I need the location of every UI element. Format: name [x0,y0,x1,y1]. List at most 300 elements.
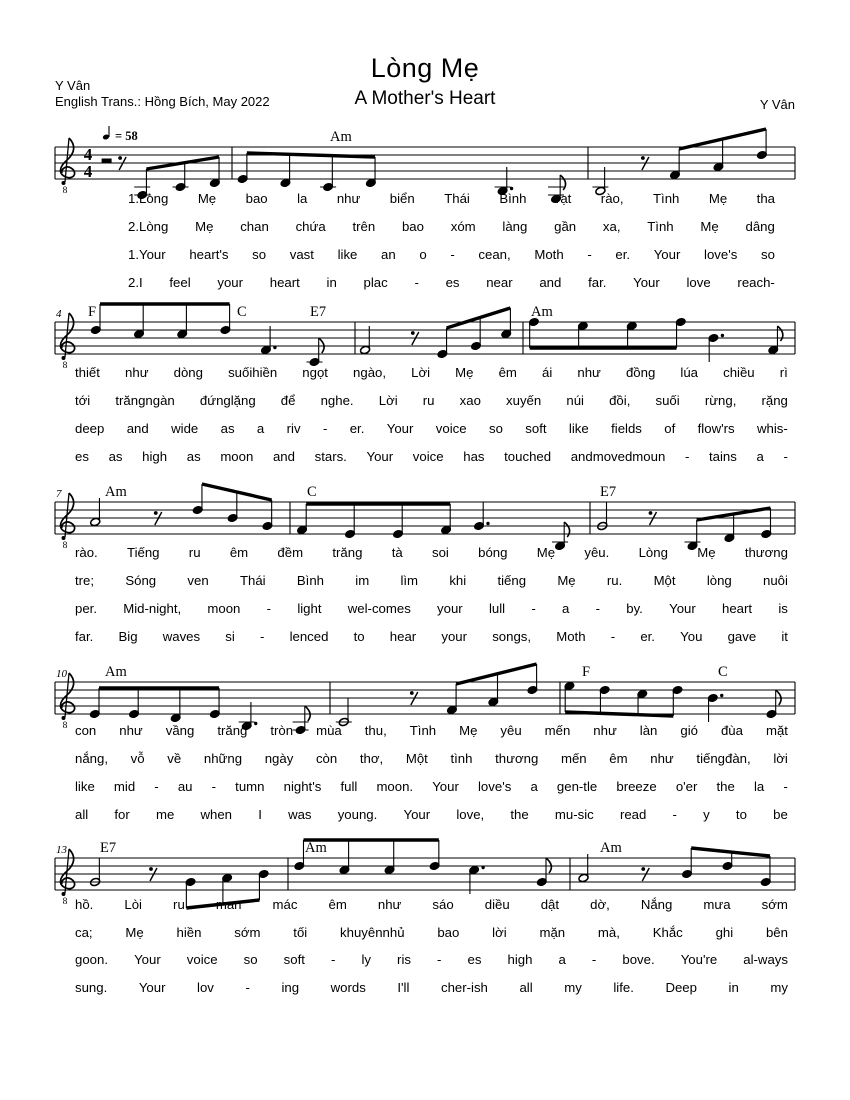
clef-octave-8: 8 [62,721,68,731]
chord-symbol: Am [330,129,352,145]
lyrics-line [128,191,775,206]
clef-tail [65,313,69,357]
tempo-marking: = 58 [115,129,138,143]
lyric-syllable: young. [337,807,378,822]
lyric-syllable: love's [478,779,512,794]
lyric-syllable: xóm [450,219,476,234]
lyric-syllable: Tình [409,723,437,738]
lyric-syllable: la [753,779,765,794]
beam [565,712,673,716]
lyric-syllable: I [258,807,262,822]
staff-system [55,304,795,371]
beam [247,153,375,157]
lyric-syllable: man [215,897,242,912]
lyric-syllable: mùa [316,723,342,738]
lyric-syllable: chan [240,219,269,234]
lyric-syllable: bao [401,219,424,234]
lyric-syllable: đứnglặng [199,393,256,408]
lyric-syllable: love, [456,807,485,822]
lyric-syllable: rào. [75,545,98,560]
lyric-syllable: of [664,421,676,436]
lyrics-line [75,925,788,940]
lyric-syllable: as [186,449,201,464]
clef-tail-blob [62,892,66,896]
lyric-syllable: Mẹ [700,219,719,234]
measure-number: 4 [56,308,62,320]
lyric-syllable: voice [186,952,218,967]
lyric-syllable: wel-comes [347,601,411,616]
lyric-syllable: thơ, [359,751,384,766]
lyric-syllable: goon. [75,952,109,967]
lyric-syllable: - [245,980,250,995]
lyric-syllable: er. [615,247,631,262]
eighth-rest-icon [410,691,414,695]
lyric-syllable: touched [504,449,552,464]
lyric-syllable: ngọt [302,365,328,380]
lyric-syllable: near [486,275,513,290]
lyric-syllable: like [568,421,589,436]
lyric-syllable: Your [386,421,414,436]
lyric-syllable: Sóng [125,573,157,588]
lyric-syllable: đồng [625,365,656,380]
lyric-syllable: làng [502,219,528,234]
clef-octave-8: 8 [62,897,68,907]
lyric-syllable: es [467,952,482,967]
lyric-syllable: xuyến [506,393,542,408]
lyric-syllable: gave [727,629,757,644]
eighth-rest-icon [118,156,122,160]
lyric-syllable: deep [75,421,105,436]
lyric-syllable: - [672,807,677,822]
lyric-syllable: la [297,191,308,206]
clef-tail-blob [62,716,66,720]
lyric-syllable: rặng [761,393,788,408]
lyric-syllable: and [539,275,562,290]
lyric-syllable: You're [680,952,718,967]
lyric-syllable: ghi [715,925,734,940]
chord-symbol: Am [105,664,127,680]
lyrics-line [75,601,788,616]
lyric-syllable: rạt [555,191,572,206]
lyric-syllable: êm [498,365,517,380]
lyric-syllable: lull [488,601,506,616]
lyric-syllable: was [288,807,312,822]
chord-symbol: Am [105,484,127,500]
lyric-syllable: soi [431,545,449,560]
lyric-syllable: mid [113,779,136,794]
lyrics-line [128,275,775,290]
lyric-syllable: Mid-night, [123,601,182,616]
lyric-syllable: and [272,449,295,464]
lyric-syllable: Your [653,247,681,262]
lyric-syllable: hear [389,629,417,644]
lyric-syllable: waves [162,629,201,644]
lyrics-line [75,751,788,766]
clef-octave-8: 8 [62,186,68,196]
lyric-syllable: tới [75,393,91,408]
lyric-syllable: Mẹ [459,723,478,738]
chord-symbol: Am [531,304,553,320]
chord-symbol: C [307,484,317,500]
augmentation-dot [510,187,513,190]
lyric-syllable: like [75,779,95,794]
lyric-syllable: ru [422,393,435,408]
lyric-syllable: - [783,779,788,794]
lyric-syllable: diều [484,897,510,912]
lyric-syllable: lúa [680,365,699,380]
lyric-syllable: Your [432,779,459,794]
lyric-syllable: love's [704,247,738,262]
lyrics-line [75,980,788,995]
lyric-syllable: tà [391,545,403,560]
eighth-rest-icon [154,511,158,515]
lyric-syllable: like [337,247,358,262]
lyric-syllable: - [266,601,272,616]
beam [447,308,511,328]
lyric-syllable: so [252,247,267,262]
lyric-syllable: reach- [737,275,775,290]
lyrics-line [75,952,788,967]
lyric-syllable: as [220,421,235,436]
lyric-syllable: hiền [176,925,202,940]
lyric-syllable: trăng [217,723,248,738]
lyric-syllable: mặt [765,723,788,738]
lyric-syllable: Tình [647,219,674,234]
lyric-syllable: Một [653,573,676,588]
lyric-syllable: when [200,807,233,822]
lyric-syllable: it [781,629,788,644]
lyric-syllable: - [595,601,600,616]
lyric-syllable: - [260,629,265,644]
lyric-syllable: im [355,573,370,588]
lyric-syllable: Your [403,807,431,822]
lyric-syllable: tình [450,751,473,766]
lyric-syllable: như [593,723,617,738]
lyric-syllable: 2.Lòng [128,219,169,234]
staff-system [55,484,795,551]
lyric-syllable: a [256,421,265,436]
lyric-syllable: high [142,449,168,464]
lyric-syllable: tiếng [497,573,527,588]
lyric-syllable: mặn [539,925,566,940]
lyric-syllable: a [561,601,570,616]
composer-left: Y Vân [55,78,91,93]
lyric-syllable: bên [765,925,788,940]
lyric-syllable: far. [588,275,607,290]
lyric-syllable: Deep [665,980,697,995]
lyric-syllable: Một [405,751,428,766]
lyric-syllable: 1.Your [128,247,166,262]
lyric-syllable: mà, [597,925,620,940]
lyric-syllable: ca; [75,925,93,940]
lyric-syllable: mu-sic [554,807,594,822]
lyric-syllable: 2.I [128,275,143,290]
lyric-syllable: tha [756,191,775,206]
lyric-syllable: nghe. [320,393,354,408]
lyric-syllable: Mẹ [536,545,556,560]
lyric-syllable: đùa [720,723,743,738]
lyric-syllable: sớm [761,897,788,912]
lyric-syllable: - [154,779,159,794]
lyric-syllable: dâng [745,219,775,234]
lyric-syllable: Lời [411,365,431,380]
lyric-syllable: êm [609,751,628,766]
lyric-syllable: - [591,952,597,967]
lyric-syllable: your [441,629,468,644]
lyric-syllable: in [326,275,337,290]
eighth-rest-icon [649,511,653,515]
lyric-syllable: - [783,449,788,464]
lyric-syllable: ru [188,545,201,560]
lyric-syllable: me [155,807,175,822]
lyric-syllable: a [530,779,538,794]
lyric-syllable: light [297,601,322,616]
lyric-syllable: the [510,807,529,822]
lyric-syllable: Mẹ [697,545,716,560]
eighth-flag [777,326,782,341]
lyric-syllable: vỗ [130,751,145,766]
lyric-syllable: my [770,980,788,995]
lyric-syllable: es [445,275,460,290]
clef-tail-blob [62,181,66,185]
lyric-syllable: sung. [75,980,108,995]
lyric-syllable: - [610,629,616,644]
lyric-syllable: riv [286,421,301,436]
lyric-syllable: flow'rs [697,421,735,436]
lyric-syllable: về [167,751,182,766]
lyrics-line [75,779,788,794]
eighth-rest-icon [641,156,645,160]
lyric-syllable: songs, [492,629,532,644]
lyric-syllable: suối [655,393,680,408]
lyric-syllable: tối [293,925,308,940]
lyric-syllable: I'll [397,980,410,995]
lyric-syllable: er. [349,421,365,436]
translation-credit: English Trans.: Hồng Bích, May 2022 [55,94,270,109]
lyric-syllable: rào, [600,191,624,206]
lyric-syllable: moon [220,449,254,464]
composer-right: Y Vân [759,97,795,112]
clef-tail-blob [62,356,66,360]
lyric-syllable: lời [492,925,507,940]
chord-symbol: E7 [310,304,327,320]
chord-symbol: C [718,664,728,680]
lyric-syllable: như [577,365,601,380]
lyric-syllable: những [203,751,243,766]
lyric-syllable: êm [229,545,249,560]
lyric-syllable: read [619,807,647,822]
lyric-syllable: for [114,807,130,822]
lyric-syllable: so [488,421,503,436]
lyric-syllable: your [437,601,463,616]
lyric-syllable: breeze [616,779,657,794]
lyric-syllable: ngào, [353,365,387,380]
half-rest-icon [102,159,112,164]
lyric-syllable: my [564,980,582,995]
augmentation-dot [721,334,724,337]
lyric-syllable: Bình [296,573,324,588]
lyric-syllable: gió [680,723,698,738]
lyrics-line [75,807,788,822]
lyric-syllable: lòng [706,573,732,588]
lyric-syllable: gần [554,219,577,234]
lyric-syllable: tumn [235,779,265,794]
lyric-syllable: Lời [378,393,398,408]
lyric-syllable: nắng, [75,751,109,766]
measure-number: 10 [56,668,67,680]
lyric-syllable: bove. [622,952,655,967]
lyric-syllable: words [330,980,366,995]
lyric-syllable: xao [459,393,481,408]
lyrics-line [75,421,788,436]
lyric-syllable: full [340,779,358,794]
lyric-syllable: cean, [478,247,511,262]
lyric-syllable: suốihiền [228,365,278,380]
augmentation-dot [486,522,489,525]
lyric-syllable: sớm [234,925,261,940]
lyric-syllable: heart [722,601,753,616]
lyric-syllable: trăngngàn [115,393,175,408]
clef-octave-8: 8 [62,361,68,371]
lyric-syllable: yêu [500,723,522,738]
lyric-syllable: tiếngđàn, [696,751,751,766]
lyric-syllable: Khắc [652,925,683,940]
lyric-syllable: khuyênnhủ [340,925,405,940]
lyric-syllable: life. [613,980,634,995]
lyric-syllable: ru [173,897,185,912]
lyric-syllable: trên [352,219,376,234]
lyric-syllable: andmovedmoun [570,449,666,464]
lyric-syllable: tre; [75,573,95,588]
lyrics-line [75,723,788,738]
lyrics-line [75,573,788,588]
lyric-syllable: còn [315,751,338,766]
chord-symbol: Am [600,840,622,856]
lyric-syllable: dờ, [590,897,610,912]
lyric-syllable: love [686,275,711,290]
lyric-syllable: y [703,807,710,822]
lyric-syllable: núi [566,393,584,408]
lyric-syllable: and [126,421,149,436]
clef-tail [65,138,69,182]
lyric-syllable: thu, [364,723,387,738]
lyric-syllable: ris [397,952,411,967]
lyric-syllable: biển [389,191,415,206]
lyric-syllable: bao [437,925,460,940]
lyric-syllable: vast [289,247,314,262]
lyric-syllable: voice [412,449,444,464]
lyric-syllable: o [419,247,427,262]
lyric-syllable: thiết [75,365,100,380]
lyric-syllable: soft [525,421,547,436]
lyric-syllable: Lòi [124,897,142,912]
chord-symbol: C [237,304,247,320]
lyric-syllable: Thái [444,191,470,206]
lyrics-line [75,629,788,644]
lyric-syllable: mác [272,897,298,912]
lyric-syllable: stars. [314,449,347,464]
lyric-syllable: all [519,980,533,995]
lyric-syllable: Bình [499,191,527,206]
chord-symbol: F [88,304,97,320]
lyric-syllable: xa, [602,219,621,234]
augmentation-dot [481,866,484,869]
lyric-syllable: Thái [239,573,266,588]
eighth-flag [564,522,569,537]
lyric-syllable: to [353,629,365,644]
lyric-syllable: be [773,807,788,822]
lyric-syllable: ru. [606,573,623,588]
lyric-syllable: Tình [653,191,680,206]
lyric-syllable: Nắng [640,897,673,912]
lyric-syllable: Mẹ [197,191,217,206]
lyric-syllable: Mẹ [125,925,144,940]
lyric-syllable: Mẹ [455,365,474,380]
lyric-syllable: Mẹ [195,219,214,234]
lyric-syllable: by. [626,601,643,616]
lyric-syllable: bóng [478,545,508,560]
time-signature-top: 4 [83,145,93,164]
lyric-syllable: con [75,723,97,738]
lyric-syllable: heart [269,275,300,290]
lyric-syllable: voice [435,421,467,436]
eighth-flag [560,175,565,190]
lyric-syllable: er. [640,629,655,644]
lyric-syllable: lenced [289,629,329,644]
lyric-syllable: si [225,629,235,644]
lyric-syllable: all [75,807,89,822]
chord-symbol: E7 [600,484,617,500]
lyric-syllable: to [735,807,747,822]
lyric-syllable: Your [138,980,166,995]
lyric-syllable: o'er [675,779,698,794]
lyric-syllable: You [680,629,703,644]
lyric-syllable: ái [542,365,553,380]
lyric-syllable: để [280,393,296,408]
lyric-syllable: has [463,449,485,464]
lyric-syllable: trăng [332,545,363,560]
clef-tail-blob [62,536,66,540]
piece-subtitle: A Mother's Heart [354,88,496,109]
chord-symbol: Am [305,840,327,856]
lyrics-line [75,449,788,464]
lyric-syllable: a [756,449,764,464]
measure-number: 13 [56,844,67,856]
lyric-syllable: in [728,980,739,995]
lyric-syllable: your [217,275,244,290]
lyric-syllable: an [381,247,396,262]
lyric-syllable: is [778,601,788,616]
lyric-syllable: như [650,751,674,766]
lyric-syllable: so [761,247,775,262]
lyric-syllable: soft [283,952,305,967]
lyric-syllable: tròn [270,723,294,738]
lyrics-line [128,247,775,262]
lyric-syllable: au [177,779,193,794]
augmentation-dot [720,694,723,697]
lyric-syllable: so [243,952,258,967]
beam [691,848,770,856]
lyric-syllable: Your [134,952,161,967]
lyric-syllable: feel [169,275,191,290]
lyric-syllable: fields [611,421,642,436]
lyric-syllable: Moth [556,629,586,644]
lyric-syllable: per. [75,601,97,616]
lyric-syllable: rì [779,365,788,380]
chord-symbol: F [582,664,591,680]
lyric-syllable: thương [495,751,539,766]
lyric-syllable: ven [187,573,209,588]
